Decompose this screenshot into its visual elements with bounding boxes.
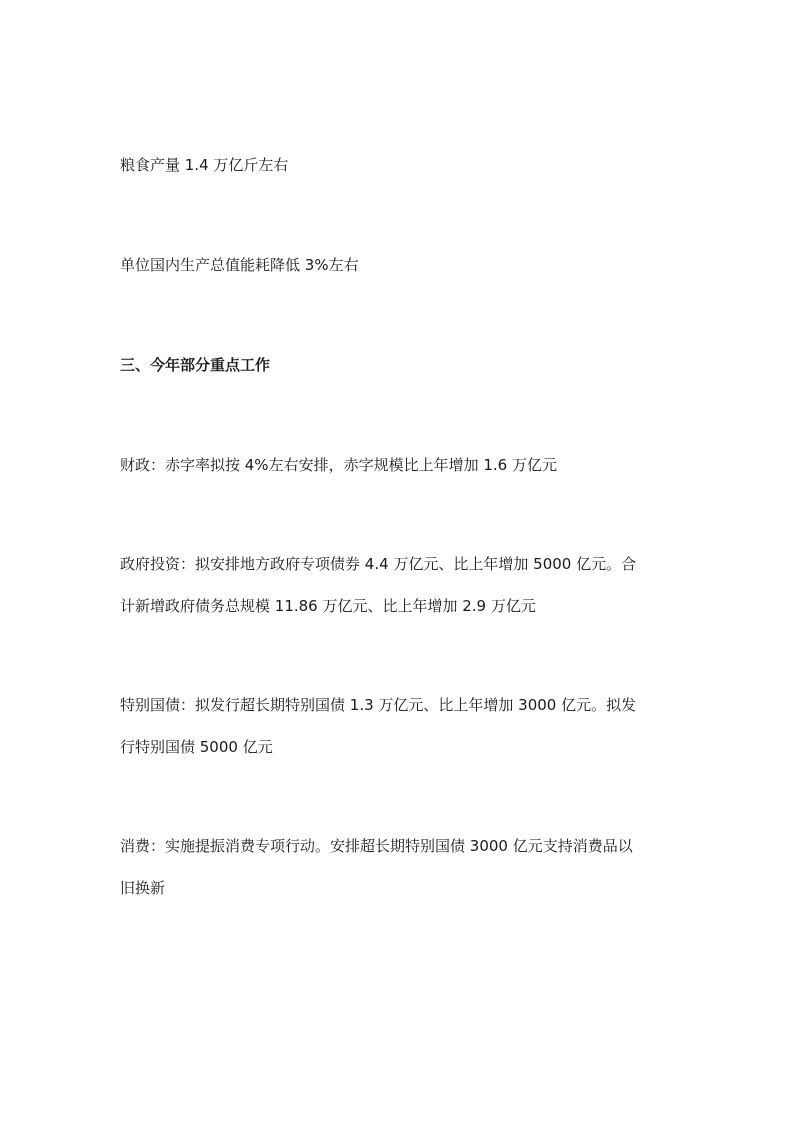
grain-output-text: 粮食产量 1.4 万亿斤左右 xyxy=(120,156,289,174)
section-heading: 三、今年部分重点工作 xyxy=(120,356,271,374)
special-bonds-text-line1: 特别国债：拟发行超长期特别国债 1.3 万亿元、比上年增加 3000 亿元。拟发 xyxy=(120,696,637,714)
consumption-text-line2: 旧换新 xyxy=(120,879,166,897)
fiscal-text: 财政：赤字率拟按 4%左右安排，赤字规模比上年增加 1.6 万亿元 xyxy=(120,456,557,474)
energy-consumption-text: 单位国内生产总值能耗降低 3%左右 xyxy=(120,256,359,274)
consumption-text-line1: 消费：实施提振消费专项行动。安排超长期特别国债 3000 亿元支持消费品以 xyxy=(120,837,633,855)
government-investment-text-line2: 计新增政府债务总规模 11.86 万亿元、比上年增加 2.9 万亿元 xyxy=(120,597,536,615)
government-investment-text-line1: 政府投资：拟安排地方政府专项债券 4.4 万亿元、比上年增加 5000 亿元。合 xyxy=(120,555,637,573)
special-bonds-text-line2: 行特别国债 5000 亿元 xyxy=(120,738,273,756)
